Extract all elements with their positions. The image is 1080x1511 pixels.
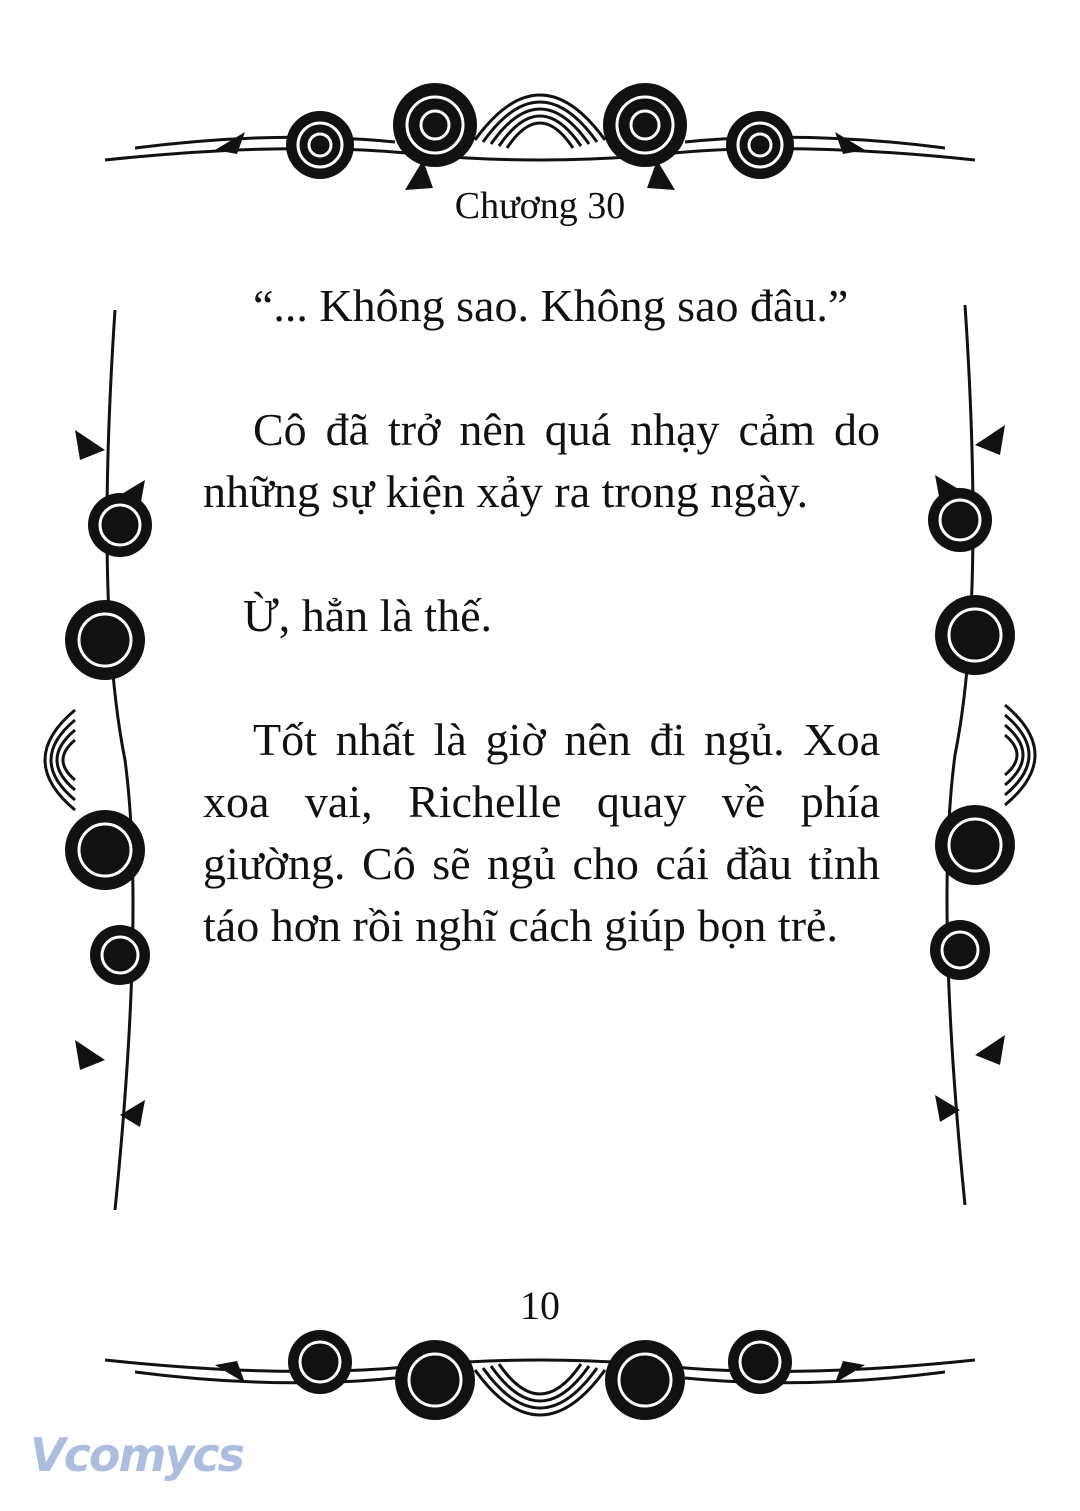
paragraph: Ừ, hẳn là thế. [243, 590, 493, 641]
chapter-title: Chương 30 [454, 185, 626, 227]
paragraph: Cô đã trở nên quá nhạy cảm do những sự kiện xảy ra trong ngày. [203, 404, 880, 517]
page-number: 10 [520, 1283, 560, 1328]
watermark-logo: Vcomycs [30, 1428, 244, 1482]
paragraph: “... Không sao. Không sao đâu.” [253, 280, 849, 331]
story-text [203, 275, 880, 1019]
rose-vine-icon [895, 305, 1065, 1205]
rose-vine-icon [15, 310, 185, 1210]
paragraph: Tốt nhất là giờ nên đi ngủ. Xoa xoa vai, Richelle quay về phía giường. Cô sẽ ngủ cho cái đầu tỉnh táo hơn rồi nghĩ cách giúp bọn trẻ. [203, 714, 880, 951]
